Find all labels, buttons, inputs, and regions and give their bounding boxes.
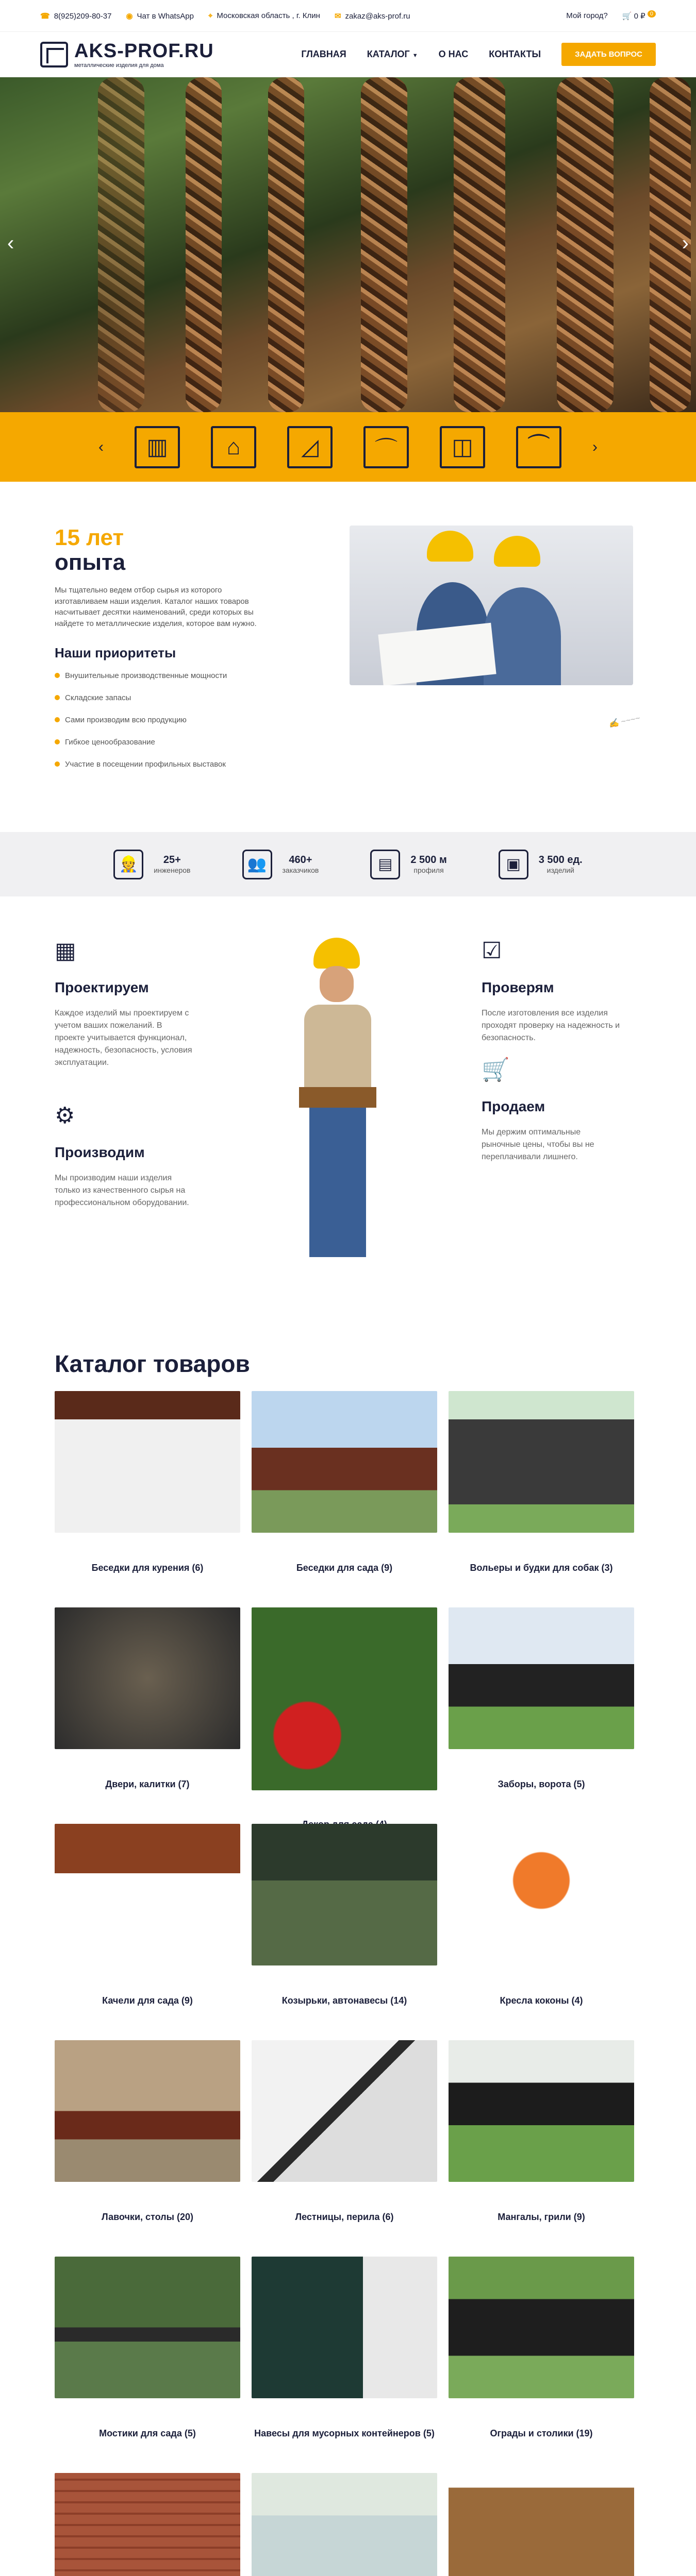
catalog-card[interactable] (55, 1824, 240, 2040)
stat-label: инженеров (154, 866, 191, 874)
address-text: Московская область , г. Клин (217, 11, 320, 20)
catalog-card[interactable] (449, 1391, 634, 1607)
process-produce (55, 1103, 194, 1209)
cart-icon: 🛒 (622, 12, 632, 21)
logo-subtitle: металлические изделия для дома (74, 62, 164, 69)
product-image (55, 2040, 240, 2182)
catalog-card[interactable] (55, 1607, 240, 1824)
email-link[interactable] (335, 11, 410, 21)
workers-image (350, 526, 633, 685)
product-title: Мостики для сада (5) (99, 2428, 196, 2438)
catalog-card[interactable] (449, 1607, 634, 1824)
process-text: После изготовления все изделия проходят проверку на надежность и безопасность. (482, 1009, 620, 1042)
years-label: лет (79, 525, 124, 550)
whatsapp-icon: ◉ (126, 11, 133, 21)
whatsapp-text: Чат в WhatsApp (137, 11, 194, 21)
priority-text: Гибкое ценообразование (65, 737, 155, 747)
hero-spiral (557, 77, 614, 412)
bridge-icon[interactable]: ⌒ (363, 426, 409, 468)
jeans-shape (309, 1108, 366, 1257)
product-image (252, 2257, 437, 2398)
nav-catalog[interactable] (367, 49, 418, 60)
product-image (55, 2257, 240, 2398)
category-icon-bar (0, 412, 696, 482)
stats-bar (0, 832, 696, 896)
email-text: zakaz@aks-prof.ru (345, 11, 410, 21)
list-item (55, 671, 271, 680)
engineer-icon: 👷 (113, 850, 143, 879)
stat-engineers (113, 850, 190, 879)
signature-image: ✍ ~~~~ (608, 714, 641, 730)
product-title: Кресла коконы (4) (500, 1995, 583, 2006)
logo-title: AKS-PROF.RU (74, 40, 214, 62)
experience-word: опыта (55, 550, 126, 575)
saw-icon: ⚙ (55, 1103, 75, 1128)
catalog-card[interactable] (252, 2257, 437, 2473)
blueprint-shape (378, 623, 496, 685)
helmet-shape (427, 531, 473, 562)
catalog-card[interactable] (449, 2473, 634, 2576)
catalog-card[interactable] (55, 2257, 240, 2473)
process-title: Проверям (482, 979, 554, 995)
hero-prev-arrow[interactable]: ‹ (7, 232, 14, 255)
process-sell (482, 1056, 621, 1163)
stat-label: профиля (413, 866, 444, 874)
product-title: Вольеры и будки для собак (3) (470, 1563, 613, 1573)
catalog-title: Каталог товаров (55, 1350, 250, 1377)
logo[interactable] (40, 40, 214, 69)
priority-text: Складские запасы (65, 693, 131, 702)
fence-icon[interactable]: ▥ (135, 426, 180, 468)
topbar (0, 0, 696, 32)
product-image (55, 1391, 240, 1533)
nav-about[interactable]: О НАС (438, 49, 469, 59)
priority-text: Участие в посещении профильных выставок (65, 759, 226, 769)
product-title: Навесы для мусорных контейнеров (5) (254, 2428, 435, 2438)
catalog-card[interactable] (252, 1607, 437, 1824)
checklist-icon: ☑ (482, 938, 502, 963)
product-image (449, 2257, 634, 2398)
stat-label: заказчиков (282, 866, 319, 874)
years-number: 15 (55, 525, 80, 550)
catalog-grid (55, 1391, 635, 2576)
process-title: Продаем (482, 1098, 545, 1114)
process-design (55, 938, 194, 1069)
product-image (449, 1824, 634, 1965)
bullet-icon (55, 739, 60, 744)
process-text: Мы производим наши изделия только из качественного сырья на профессиональном оборудовании. (55, 1174, 189, 1207)
cart-total: 0 ₽ (634, 12, 645, 21)
profile-icon: ▤ (370, 850, 400, 879)
clients-icon: 👥 (242, 850, 272, 879)
catalog-card[interactable] (252, 2473, 437, 2576)
header (0, 32, 696, 77)
iconbar-prev-arrow[interactable]: ‹ (98, 438, 104, 455)
process-check (482, 938, 621, 1044)
catalog-card[interactable] (252, 1391, 437, 1607)
hero-spiral (98, 77, 144, 412)
hero-spiral (454, 77, 505, 412)
nav-contacts[interactable]: КОНТАКТЫ (489, 49, 541, 59)
product-image (252, 2040, 437, 2182)
phone-text: 8(925)209-80-37 (54, 11, 112, 21)
product-title: Лавочки, столы (20) (102, 2212, 193, 2222)
catalog-card[interactable] (55, 2473, 240, 2576)
logo-icon (40, 42, 68, 67)
nav-catalog-label: КАТАЛОГ (367, 49, 410, 59)
product-image (252, 1824, 437, 1965)
door-icon[interactable]: ◫ (440, 426, 485, 468)
bullet-icon (55, 673, 60, 678)
catalog-card[interactable] (449, 1824, 634, 2040)
cart-count: 0 (648, 10, 656, 18)
phone-link[interactable] (40, 11, 111, 21)
main-nav (301, 49, 541, 60)
product-title: Мангалы, грили (9) (498, 2212, 585, 2222)
blueprint-icon: ▦ (55, 938, 76, 963)
toolbelt-shape (299, 1087, 376, 1108)
catalog-card[interactable] (449, 2257, 634, 2473)
product-image (252, 2473, 437, 2576)
product-image (55, 2473, 240, 2576)
priority-text: Внушительные производственные мощности (65, 671, 227, 680)
whatsapp-link[interactable] (126, 11, 193, 21)
list-item (55, 693, 271, 702)
experience-title (55, 526, 271, 575)
mail-icon: ✉ (334, 11, 341, 21)
stat-label: изделий (546, 866, 574, 874)
stairs-icon[interactable]: ◿ (287, 426, 333, 468)
hero-spiral (361, 77, 407, 412)
stat-value: 2 500 м (410, 854, 447, 866)
list-item (55, 760, 271, 769)
catalog-card[interactable] (55, 1391, 240, 1607)
iconbar-next-arrow[interactable]: › (592, 438, 598, 455)
experience-section (55, 526, 271, 782)
product-image (449, 2040, 634, 2182)
bullet-icon (55, 717, 60, 722)
product-title: Беседки для сада (9) (296, 1563, 393, 1573)
priority-text: Сами производим всю продукцию (65, 715, 187, 724)
experience-text: Мы тщательно ведем отбор сырья из которого изготавливаем наши изделия. Каталог наших товаров насчитывает десятки наименований, среди которых вы найдете то металлические изделия, которое вам нужно. (55, 585, 257, 629)
box-icon: ▣ (499, 850, 528, 879)
bullet-icon (55, 761, 60, 767)
city-select[interactable]: Мой город? (566, 11, 608, 20)
catalog-card[interactable] (252, 2040, 437, 2257)
catalog-card[interactable] (449, 2040, 634, 2257)
priorities-list (55, 671, 271, 769)
process-text: Мы держим оптимальные рыночные цены, чтобы вы не переплачивали лишнего. (482, 1128, 594, 1161)
address (208, 11, 320, 20)
product-image (55, 1824, 240, 1965)
product-title: Беседки для курения (6) (91, 1563, 204, 1573)
canopy-icon[interactable]: ⏜ (516, 426, 561, 468)
list-item (55, 716, 271, 724)
list-item (55, 738, 271, 747)
product-title: Козырьки, автонавесы (14) (281, 1995, 407, 2006)
product-title: Заборы, ворота (5) (498, 1779, 585, 1789)
helmet-shape (313, 938, 360, 969)
stat-value: 460+ (289, 854, 312, 866)
builder-image (278, 938, 418, 1267)
product-title: Качели для сада (9) (102, 1995, 193, 2006)
helmet-shape (494, 536, 540, 567)
product-image (449, 1607, 634, 1749)
product-title: Двери, калитки (7) (105, 1779, 190, 1789)
location-icon: ⌖ (208, 11, 213, 20)
stat-value: 25+ (163, 854, 181, 866)
face-shape (320, 966, 354, 1002)
hero-slider[interactable] (0, 77, 696, 412)
nav-home[interactable]: ГЛАВНАЯ (301, 49, 346, 59)
stat-profile (370, 850, 446, 879)
product-title: Ограды и столики (19) (490, 2428, 593, 2438)
hero-next-arrow[interactable]: › (682, 232, 689, 255)
hero-spiral (186, 77, 222, 412)
product-image (252, 1391, 437, 1533)
ask-question-button[interactable]: ЗАДАТЬ ВОПРОС (561, 43, 656, 66)
catalog-card[interactable] (55, 2040, 240, 2257)
product-image (449, 2473, 634, 2576)
phone-icon: ☎ (40, 11, 50, 21)
product-image (252, 1607, 437, 1790)
cart[interactable] (622, 11, 656, 21)
product-image (449, 1391, 634, 1533)
hero-spiral (268, 77, 304, 412)
stat-items (499, 850, 583, 879)
priorities-title: Наши приоритеты (55, 645, 176, 660)
process-text: Каждое изделий мы проектируем с учетом ваших пожеланий. В проекте учитывается функционал, надежность, безопасность, условия эксплуатации. (55, 1009, 192, 1067)
product-image (55, 1607, 240, 1749)
bullet-icon (55, 695, 60, 700)
stat-clients (242, 850, 319, 879)
doghouse-icon[interactable]: ⌂ (211, 426, 256, 468)
chevron-down-icon: ▼ (412, 53, 418, 59)
stat-value: 3 500 ед. (538, 854, 583, 866)
cart-icon: 🛒 (482, 1057, 510, 1082)
catalog-card[interactable] (252, 1824, 437, 2040)
process-title: Проектируем (55, 979, 149, 995)
process-title: Производим (55, 1144, 145, 1160)
product-title: Лестницы, перила (6) (295, 2212, 394, 2222)
